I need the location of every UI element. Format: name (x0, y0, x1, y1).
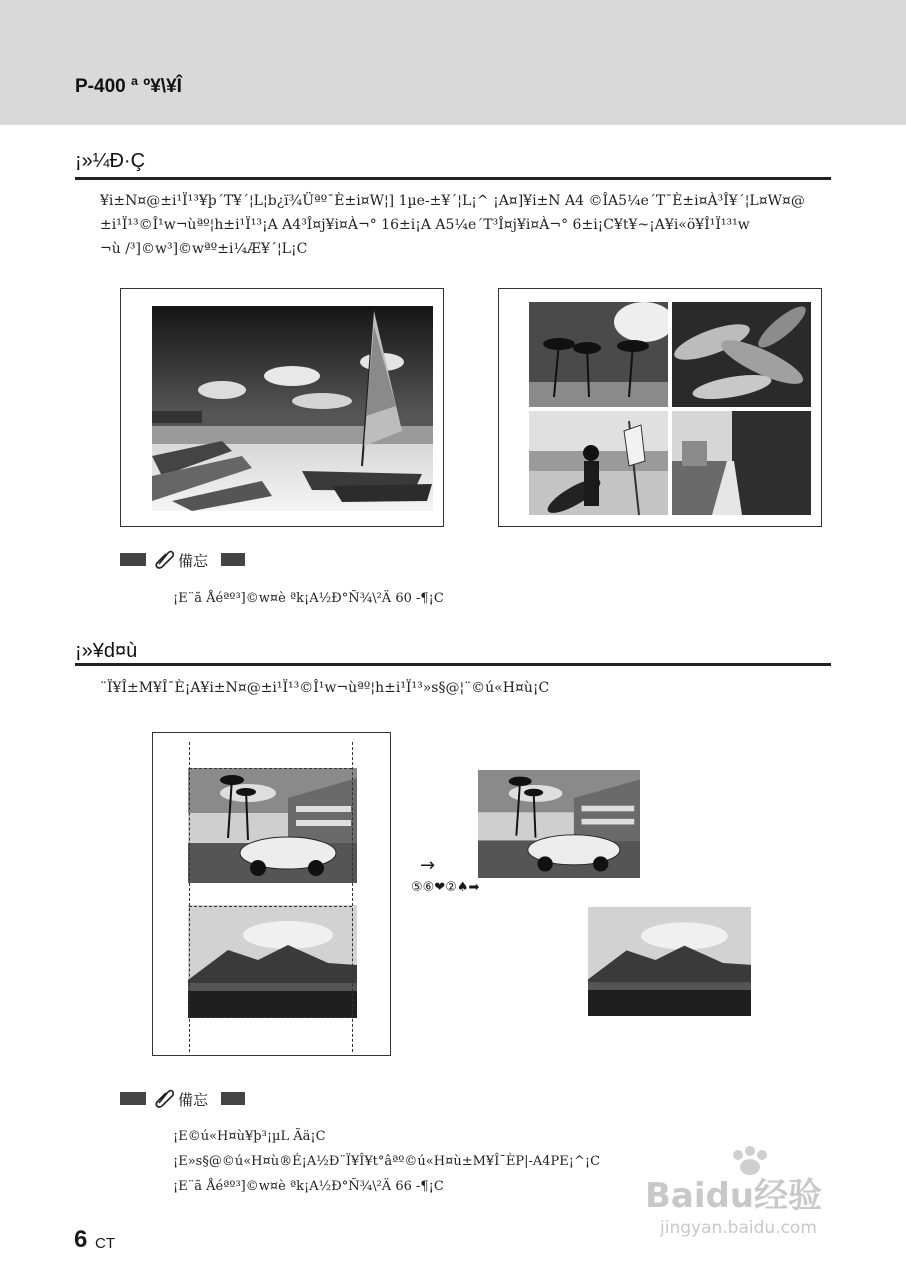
street-car-photo-sheet (188, 768, 357, 883)
section-rule-1 (75, 177, 831, 180)
note-marker-right (221, 553, 245, 566)
surfer-photo (529, 411, 668, 515)
header-band (0, 0, 906, 125)
note-marker-right (221, 1092, 245, 1105)
note-marker-left (120, 1092, 146, 1105)
paragraph-line: ¬ù /³]©w³]©wªº±i¼Æ¥´¦L¡C (100, 241, 308, 257)
note2-line: ¡E»s§@©ú«H¤ù®É¡A½Ð¨Ï¥Î¥t°âªº©ú«H¤ù±M¥Î¯ÈP|-A4PE¡^¡C (173, 1154, 601, 1169)
paragraph-line: ¥i±N¤@±i¹Ï¹³¥þ´T¥´¦L¦b¿ï¾Üªº¯È±i¤W¦] 1µe-±¥´¦L¡^ ¡A¤]¥i±N A4 ©ÎA5¼e´T¯È±i¤À³Î¥´¦L¤W¤@ (100, 193, 805, 209)
section1-paragraph (100, 189, 840, 261)
cut-guide-left (189, 742, 190, 1052)
cut-guide-middle (189, 906, 352, 907)
section2-paragraph: ¨Ï¥Î±M¥Î¯È¡A¥i±N¤@±i¹Ï¹³©Î¹w¬ùªº¦h±i¹Ï¹³»s§@¦¨©ú«H¤ù¡C (100, 680, 550, 696)
page-number: 6 (74, 1226, 88, 1253)
paperclip-icon (153, 548, 175, 570)
section-title-1: ¡»¼Ð·Ç (75, 150, 146, 172)
cut-guide-right (352, 742, 353, 1052)
palm-trees-photo (529, 302, 668, 407)
watermark-brand: Baidu经验 (645, 1176, 823, 1216)
tropical-leaves-photo (672, 302, 811, 407)
note-marker-left (120, 553, 146, 566)
beach-sailboat-photo (152, 306, 433, 511)
cut-guide-top (189, 768, 352, 769)
note2-line: ¡E©ú«H¤ù¥þ³¡µL Ãä¡C (173, 1129, 326, 1144)
section-rule-2 (75, 663, 831, 666)
page-header-title: P-400 ª º¥\¥Î (75, 76, 182, 97)
diagram-caption: ⑤⑥❤②♠➡ (411, 880, 480, 895)
street-car-postcard (478, 770, 640, 878)
garden-path-photo (672, 411, 811, 515)
arrow-right-icon: → (420, 855, 436, 876)
paperclip-icon (153, 1087, 175, 1109)
watermark-url: jingyan.baidu.com (660, 1218, 817, 1238)
note2-line: ¡E¨ã Åéªº³]©w¤è ªk¡A½Ð°Ñ¾\²Ä 66 -¶¡C (173, 1179, 444, 1194)
section-title-2: ¡»¥d¤ù (75, 640, 138, 662)
paragraph-line: ±i¹Ï¹³©Î¹w¬ùªº¦h±i¹Ï¹³¡A A4³Î¤j¥i¤À¬° 16±i¡A A5¼e´T³Î¤j¥i¤À¬° 6±i¡C¥t¥~¡A¥i«ö¥Î¹Ï¹³¹w (100, 217, 750, 233)
mountain-lake-photo-sheet (188, 905, 357, 1018)
note1-line: ¡E¨ã Åéªº³]©w¤è ªk¡A½Ð°Ñ¾\²Ä 60 -¶¡C (173, 591, 444, 606)
print-sample-split-frame (498, 288, 822, 527)
cut-guide-bottom (189, 1017, 352, 1018)
note-title-1: 備忘 (178, 552, 209, 570)
note-title-2: 備忘 (178, 1091, 209, 1109)
postcard-sheet-frame (152, 732, 391, 1056)
page-suffix: CT (95, 1235, 115, 1252)
print-sample-full-frame (120, 288, 444, 527)
mountain-lake-postcard (588, 907, 751, 1016)
